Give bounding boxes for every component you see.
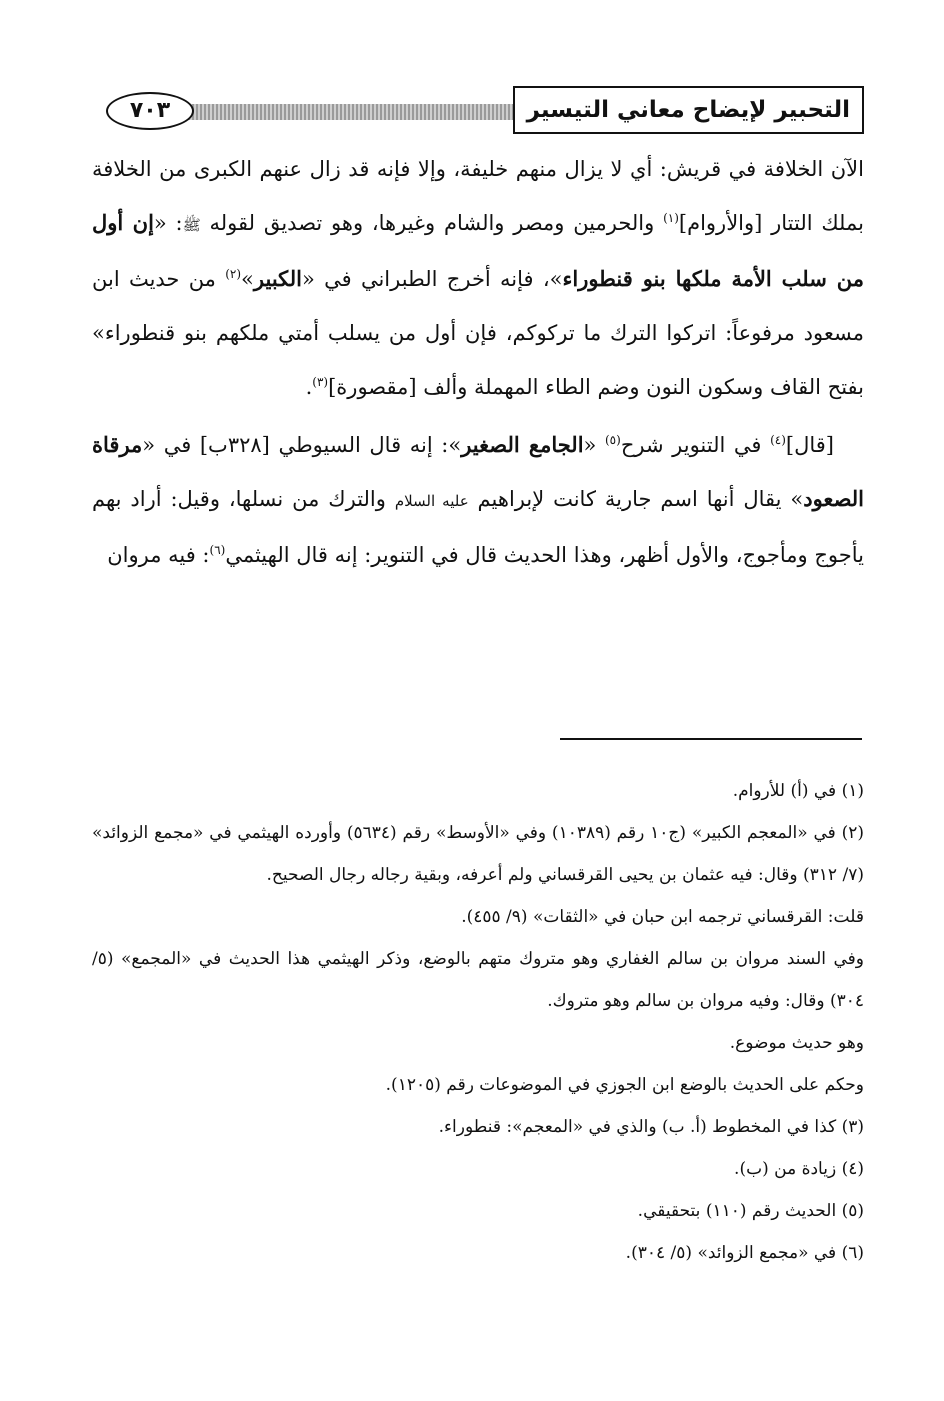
footnotes	[92, 770, 864, 1274]
salutation-glyph: ﷺ	[182, 216, 201, 234]
hadith-quote: إن أول من سلب الأمة ملكها بنو قنطوراء	[92, 210, 864, 291]
text-run: » يقال أنها اسم جارية كانت لإبراهيم	[468, 487, 804, 511]
text-run: : فيه مروان	[107, 543, 210, 567]
footnote-5: (٥) الحديث رقم (١١٠) بتحقيقي.	[637, 1201, 864, 1221]
footnote-ref: (٢)	[225, 267, 242, 281]
main-paragraph-2	[92, 418, 864, 582]
footnote-2: (٢) في «المعجم الكبير» (ج١٠ رقم (١٠٣٨٩) وفي «الأوسط» رقم (٥٦٣٤) وأورده الهيثمي في «مجمع الزوائد» (٧/ ٣١٢) وقال: فيه عثمان بن يحيى القرقساني ولم أعرفه، وبقية رجاله رجال الصحيح.	[92, 823, 864, 885]
book-reference: مرقاة الصعود	[92, 432, 865, 511]
footnote-2-note-1: قلت: القرقساني ترجمه ابن حبان في «الثقات» (٩/ ٤٥٥).	[461, 907, 864, 927]
footnote-1: (١) في (أ) للأروام.	[732, 781, 864, 801]
text-run: »، فإنه أخرج الطبراني في «	[302, 267, 563, 291]
text-run: : «	[153, 211, 183, 235]
text-run: »	[241, 267, 254, 291]
text-run: في التنوير شرح	[620, 433, 771, 457]
page-number: ٧٠٣	[106, 92, 194, 130]
book-reference: الجامع الصغير	[461, 432, 584, 457]
text-run: والحرمين ومصر والشام وغيرها، وهو تصديق لقوله	[200, 211, 664, 235]
book-reference: الكبير	[253, 266, 302, 291]
footnote-2-note-3: وهو حديث موضوع.	[729, 1033, 864, 1053]
footnote-6: (٦) في «مجمع الزوائد» (٥/ ٣٠٤).	[625, 1243, 864, 1263]
main-text	[92, 142, 864, 582]
page-header	[92, 84, 864, 140]
footnote-4: (٤) زيادة من (ب).	[734, 1159, 864, 1179]
text-run: [قال]	[785, 433, 834, 457]
text-run: الآن الخلافة في قريش: أي لا يزال منهم خليفة، وإلا فإنه قد زال عنهم الكبرى من الخلافة بملك التتار [والأروام]	[92, 157, 864, 235]
text-run: .	[305, 375, 313, 399]
main-paragraph-1	[92, 142, 864, 414]
book-title: التحبير لإيضاح معاني التيسير	[513, 86, 864, 134]
text-run: »: إنه قال السيوطي [٣٢٨ب] في «	[142, 433, 462, 457]
footnote-ref: (١)	[663, 211, 679, 225]
salutation-glyph: عليه السلام	[394, 492, 469, 510]
text-run: والترك من نسلها، وقيل: أراد بهم يأجوج ومأجوج، والأول أظهر، وهذا الحديث قال في التنوير: إنه قال الهيثمي	[92, 487, 864, 567]
footnote-3: (٣) كذا في المخطوط (أ. ب) والذي في «المعجم»: قنطوراء.	[438, 1117, 864, 1137]
footnote-2-note-2: وفي السند مروان بن سالم الغفاري وهو متروك متهم بالوضع، وذكر الهيثمي هذا الحديث في «المجمع» (٥/ ٣٠٤) وقال: وفيه مروان بن سالم وهو متروك.	[92, 949, 864, 1011]
text-run: من حديث ابن مسعود مرفوعاً: اتركوا الترك ما تركوكم، فإن أول من يسلب أمتي ملكهم بنو قنطوراء» بفتح القاف وسكون النون وضم الطاء المهملة وألف [مقصورة]	[92, 267, 864, 399]
footnote-ref: (٥)	[604, 433, 621, 447]
footnote-separator	[560, 738, 862, 740]
text-run: «	[583, 433, 605, 457]
footnote-2-note-4: وحكم على الحديث بالوضع ابن الجوزي في الموضوعات رقم (١٢٠٥).	[385, 1075, 864, 1095]
footnote-ref: (٣)	[312, 375, 329, 389]
footnote-ref: (٦)	[209, 543, 226, 557]
footnote-ref: (٤)	[770, 433, 786, 447]
